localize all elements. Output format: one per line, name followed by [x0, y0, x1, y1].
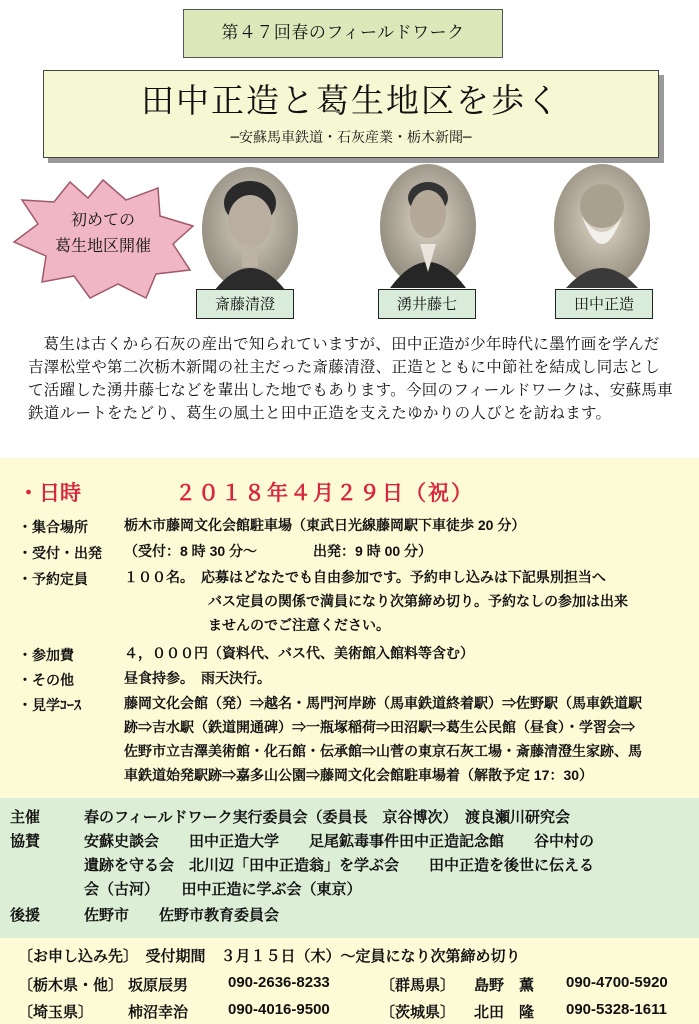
- meeting-place-text: 栃木市藤岡文化会館駐車場（東武日光線藤岡駅下車徒歩 20 分）: [124, 517, 526, 533]
- support-label: 協賛: [10, 833, 41, 850]
- portrait-tanaka-image: [552, 162, 652, 292]
- main-title: 田中正造と葛生地区を歩く: [141, 81, 561, 120]
- intro-paragraph: 葛生は古くから石灰の産出で知られていますが、田中正造が少年時代に墨竹画を学んだ吉澤松堂や第二次栃木新聞の社主だった斎藤清澄、正造とともに中節社を結成し同志として活躍した湧井藤七などを輩出した地でもあります。今回のフィールドワークは、安蘇馬車鉄道ルートをたどり、葛生の風土と田中正造を支えたゆかりの人びとを訪ねます。: [28, 335, 674, 422]
- meeting-place-label: ・集合場所: [18, 519, 88, 535]
- subtitle: ─安蘇馬車鉄道・石灰産業・栃木新聞─: [230, 130, 472, 146]
- course-label: ・見学ｺｰｽ: [18, 697, 81, 713]
- course-line-1: 藤岡文化会館（発）⇒越名・馬門河岸跡（馬車鉄道終着駅）⇒佐野駅（馬車鉄道駅: [124, 695, 642, 711]
- support-line-1: 安蘇史談会 田中正造大学 足尾鉱毒事件田中正造記念館 谷中村の: [84, 833, 595, 850]
- capacity-line-1: １００名。 応募はどなたでも自由参加です。予約申し込みは下記県別担当へ: [124, 569, 606, 585]
- badge-line-1: 初めての: [70, 210, 135, 229]
- contact-phone-tochigi: 090-2636-8233: [228, 974, 330, 991]
- capacity-line-3: ませんのでご注意ください。: [124, 617, 390, 633]
- fee-label: ・参加費: [18, 647, 74, 663]
- contact-name-ibaraki: 北田 隆: [474, 1004, 535, 1021]
- portrait-label-wakui: 湧井藤七: [378, 289, 476, 319]
- other-label: ・その他: [18, 672, 74, 688]
- contact-name-tochigi: 坂原辰男: [128, 977, 189, 994]
- fee-text: ４，０００円（資料代、バス代、美術館入館料等含む）: [124, 645, 474, 661]
- contact-phone-saitama: 090-4016-9500: [228, 1001, 330, 1018]
- badge-line-2: 葛生地区開催: [54, 236, 151, 255]
- course-line-2: 跡⇒吉水駅（鉄道開通碑）⇒一瓶塚稲荷⇒田沼駅⇒葛生公民館（昼食）・学習会⇒: [124, 719, 635, 735]
- backing-text: 佐野市 佐野市教育委員会: [84, 907, 280, 924]
- date-label: ・日時: [18, 482, 81, 505]
- course-line-4: 車鉄道始発駅跡⇒嘉多山公園⇒藤岡文化会館駐車場着（解散予定 17：30）: [124, 767, 594, 783]
- other-text: 昼食持参。 雨天決行。: [124, 670, 271, 686]
- contact-phone-ibaraki: 090-5328-1611: [566, 1001, 667, 1018]
- contact-name-gunma: 島野 薫: [474, 977, 535, 994]
- course-line-3: 佐野市立吉澤美術館・化石館・伝承館⇒山菅の東京石灰工場・斎藤清澄生家跡、馬: [124, 743, 642, 759]
- event-label: 第４７回春のフィールドワーク: [183, 9, 503, 58]
- reception-text: （受付：8 時 30 分～ 出発：9 時 00 分）: [124, 543, 433, 559]
- date-value: ２０１８年４月２９日（祝）: [175, 482, 474, 505]
- portrait-label-saito: 斎藤清澄: [196, 289, 294, 319]
- capacity-label: ・予約定員: [18, 571, 88, 587]
- reception-label: ・受付・出発: [18, 545, 102, 561]
- title-box: [43, 70, 659, 158]
- contact-header: 〔お申し込み先〕 受付期間 ３月１５日（木）～定員になり次第締め切り: [18, 948, 521, 965]
- contact-region-tochigi: 〔栃木県・他〕: [18, 977, 124, 994]
- contact-region-gunma: 〔群馬県〕: [380, 977, 456, 994]
- contact-name-saitama: 柿沼幸治: [128, 1004, 189, 1021]
- capacity-line-2: バス定員の関係で満員になり次第締め切り。予約なしの参加は出来: [124, 593, 628, 609]
- contact-region-saitama: 〔埼玉県〕: [18, 1004, 94, 1021]
- host-text: 春のフィールドワーク実行委員会（委員長 京谷博次） 渡良瀬川研究会: [84, 809, 571, 826]
- host-label: 主催: [10, 809, 41, 826]
- contact-region-ibaraki: 〔茨城県〕: [380, 1004, 456, 1021]
- backing-label: 後援: [10, 907, 41, 924]
- badge-text: [38, 207, 168, 259]
- support-line-3: 会（古河） 田中正造に学ぶ会（東京）: [84, 881, 362, 898]
- portrait-saito-image: [200, 165, 300, 295]
- portrait-label-tanaka: 田中正造: [555, 289, 653, 319]
- support-line-2: 遺跡を守る会 北川辺「田中正造翁」を学ぶ会 田中正造を後世に伝える: [84, 857, 595, 874]
- contact-phone-gunma: 090-4700-5920: [566, 974, 668, 991]
- portrait-wakui-image: [378, 162, 478, 292]
